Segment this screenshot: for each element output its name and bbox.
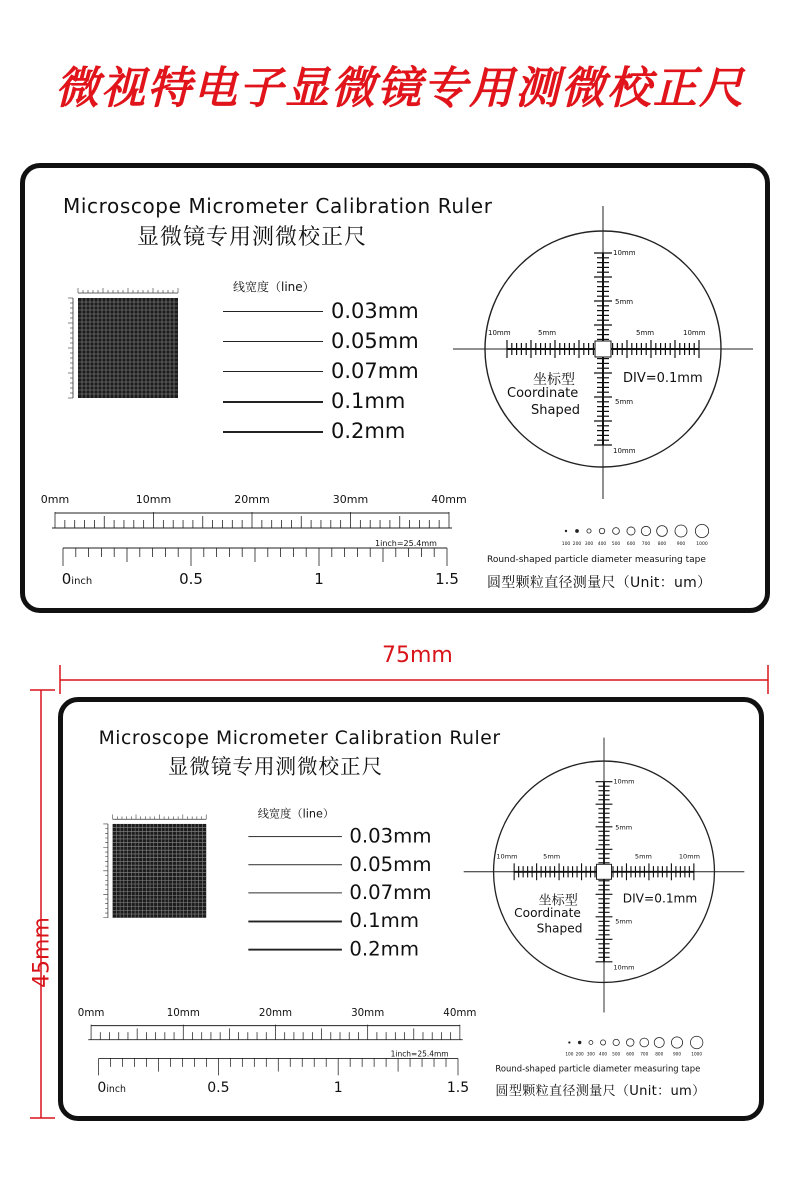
inch-unit-label: inch [71, 576, 93, 587]
coordinate-label-en-2: Shaped [531, 403, 580, 418]
banner-title: 微视特电子显微镜专用测微校正尺 [55, 63, 745, 114]
mm-scale-label: 10mm [166, 1006, 200, 1020]
div-label: DIV=0.1mm [623, 371, 703, 386]
coordinate-label-en-1: Coordinate [507, 386, 579, 401]
line-width-label: 0.2mm [349, 937, 419, 960]
div-label: DIV=0.1mm [622, 892, 698, 907]
reticle-left-10mm: 10mm [496, 853, 518, 861]
mm-scale-label: 0mm [40, 493, 70, 506]
particle-caption-en: Round-shaped particle diameter measuring tape [495, 1065, 701, 1075]
particle-size-label: 900 [672, 1052, 682, 1058]
mm-scale-label: 30mm [332, 493, 369, 506]
particle-size-label: 800 [657, 542, 667, 547]
coordinate-label-cn: 坐标型 [538, 893, 578, 909]
calibration-card-dimensioned [58, 697, 764, 1121]
line-width-label: 0.07mm [331, 359, 419, 383]
particle-size-label: 300 [584, 542, 594, 547]
inch-scale-label: 0.5 [179, 570, 203, 588]
particle-size-label: 500 [612, 1052, 621, 1058]
particle-caption-en: Round-shaped particle diameter measuring tape [487, 555, 706, 565]
mm-scale-label: 10mm [135, 493, 172, 506]
reticle-bottom-10mm: 10mm [613, 447, 636, 455]
mm-scale-label: 20mm [258, 1006, 293, 1020]
particle-caption-cn: 圆型颗粒直径测量尺（Unit：um） [487, 575, 712, 591]
line-width-label: 0.05mm [349, 853, 432, 876]
reticle-right-5mm: 5mm [636, 329, 655, 337]
card-content [63, 702, 764, 1121]
particle-size-label: 400 [599, 1052, 608, 1058]
reticle-left-5mm: 5mm [538, 329, 557, 337]
card-title-cn: 显微镜专用测微校正尺 [137, 225, 368, 250]
reticle-bottom-10mm: 10mm [613, 963, 635, 972]
reticle-right-5mm: 5mm [634, 853, 652, 861]
inch-scale-label: 1.5 [435, 570, 459, 588]
mm-scale-label: 40mm [431, 493, 467, 506]
inch-scale-label: 0.5 [207, 1079, 230, 1096]
height-dimension-label: 45mm [29, 917, 55, 988]
reticle-left-10mm: 10mm [488, 329, 511, 337]
particle-size-label: 600 [626, 1052, 635, 1058]
line-width-label: 0.2mm [331, 419, 406, 443]
particle-size-label: 500 [611, 542, 621, 547]
particle-size-label: 800 [655, 1052, 664, 1058]
line-width-label: 0.1mm [349, 909, 419, 932]
particle-size-label: 200 [575, 1052, 584, 1058]
line-width-label: 0.03mm [349, 824, 432, 848]
particle-size-label: 300 [586, 1052, 595, 1058]
reticle-right-10mm: 10mm [683, 329, 706, 337]
inch-note: 1inch=25.4mm [390, 1049, 449, 1059]
particle-caption-cn: 圆型颗粒直径测量尺（Unit：um） [495, 1083, 706, 1099]
line-width-label: 0.03mm [331, 299, 419, 323]
inch-scale-label: 0inch [97, 1079, 126, 1096]
particle-size-label: 100 [561, 542, 571, 547]
line-width-label: 0.1mm [331, 389, 406, 413]
mm-scale-label: 30mm [351, 1006, 385, 1020]
mm-scale-label: 40mm [443, 1006, 477, 1020]
mm-scale-label: 20mm [234, 493, 270, 506]
reticle-top-5mm: 5mm [615, 298, 634, 306]
particle-size-label: 900 [676, 542, 686, 547]
particle-size-label: 200 [572, 542, 582, 547]
reticle-top-5mm: 5mm [615, 823, 633, 832]
line-width-caption: 线宽度（line） [233, 280, 315, 294]
coordinate-label-cn: 坐标型 [533, 372, 575, 388]
particle-size-label: 700 [640, 1052, 649, 1058]
reticle-left-5mm: 5mm [543, 853, 561, 861]
particle-size-label: 1000 [691, 1052, 703, 1058]
inch-scale-label: 1 [314, 570, 324, 588]
card-title-cn: 显微镜专用测微校正尺 [167, 755, 384, 779]
inch-note: 1inch=25.4mm [375, 539, 437, 548]
particle-size-label: 400 [597, 542, 607, 547]
width-dimension-label: 75mm [382, 643, 453, 668]
line-width-label: 0.05mm [331, 329, 419, 353]
reticle-top-10mm: 10mm [613, 777, 635, 786]
particle-size-label: 1000 [696, 542, 708, 547]
coordinate-label-en-2: Shaped [536, 922, 583, 937]
reticle-bottom-5mm: 5mm [615, 398, 634, 406]
inch-scale-label: 0inch [61, 570, 93, 588]
card-title-en: Microscope Micrometer Calibration Ruler [98, 726, 501, 749]
inch-scale-label: 1.5 [446, 1079, 470, 1096]
coordinate-label-en-1: Coordinate [514, 906, 581, 921]
particle-size-label: 600 [626, 542, 636, 547]
line-width-label: 0.07mm [349, 881, 432, 904]
mm-scale-label: 0mm [77, 1006, 105, 1020]
reticle-top-10mm: 10mm [613, 249, 636, 257]
card-title-en: Microscope Micrometer Calibration Ruler [63, 194, 493, 218]
reticle-right-10mm: 10mm [678, 853, 700, 861]
inch-scale-label: 1 [333, 1079, 343, 1096]
particle-size-label: 100 [565, 1052, 574, 1058]
particle-size-label: 700 [641, 542, 651, 547]
inch-unit-label: inch [106, 1084, 126, 1096]
reticle-bottom-5mm: 5mm [615, 917, 633, 926]
line-width-caption: 线宽度（line） [257, 807, 335, 821]
particle-circles [63, 702, 764, 1121]
